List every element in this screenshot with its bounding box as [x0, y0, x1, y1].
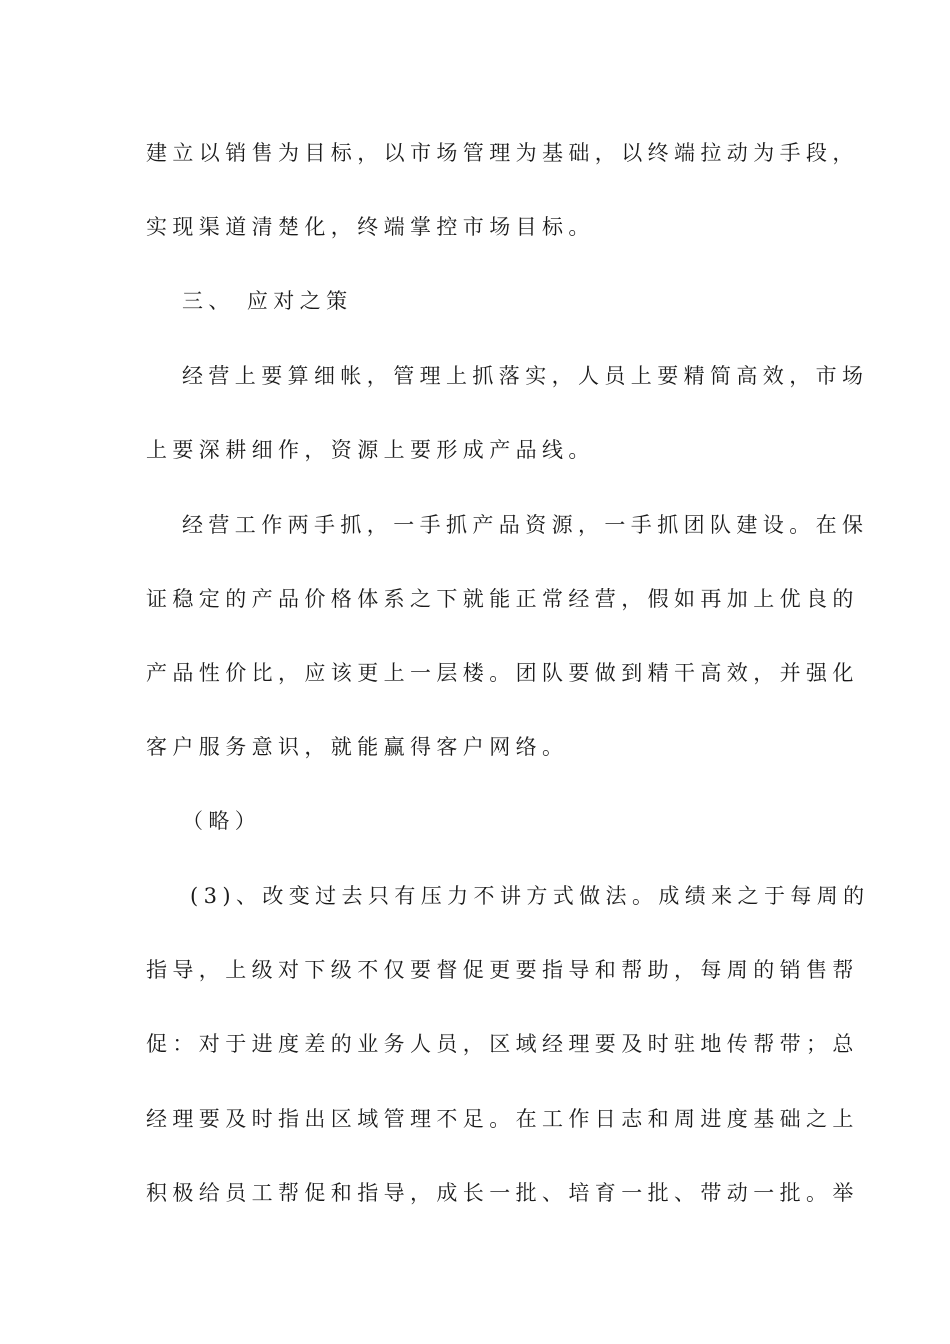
section-heading: 三、 应对之策 — [182, 289, 353, 313]
paragraph-line: 实现渠道清楚化，终端掌控市场目标。 — [146, 215, 595, 239]
paragraph-line: 指导，上级对下级不仅要督促更要指导和帮助，每周的销售帮 — [146, 958, 859, 982]
paragraph-line: 上要深耕细作，资源上要形成产品线。 — [146, 438, 595, 462]
paragraph-line: 建立以销售为目标，以市场管理为基础，以终端拉动为手段， — [146, 141, 859, 165]
paragraph-line: 证稳定的产品价格体系之下就能正常经营，假如再加上优良的 — [146, 587, 859, 611]
paragraph-line: 促：对于进度差的业务人员，区域经理要及时驻地传帮带；总 — [146, 1032, 859, 1056]
paragraph-line: 产品性价比，应该更上一层楼。团队要做到精干高效，并强化 — [146, 661, 859, 685]
paragraph-line: 经营上要算细帐，管理上抓落实，人员上要精简高效，市场 — [182, 364, 869, 388]
paragraph-line: 经理要及时指出区域管理不足。在工作日志和周进度基础之上 — [146, 1107, 859, 1131]
paragraph-line: 积极给员工帮促和指导，成长一批、培育一批、带动一批。举 — [146, 1181, 859, 1205]
omission-note: （略） — [182, 809, 262, 833]
paragraph-line: 客户服务意识，就能赢得客户网络。 — [146, 735, 569, 759]
paragraph-line: 经营工作两手抓，一手抓产品资源，一手抓团队建设。在保 — [182, 513, 869, 537]
paragraph-line: (3)、改变过去只有压力不讲方式做法。成绩来之于每周的 — [190, 884, 870, 908]
